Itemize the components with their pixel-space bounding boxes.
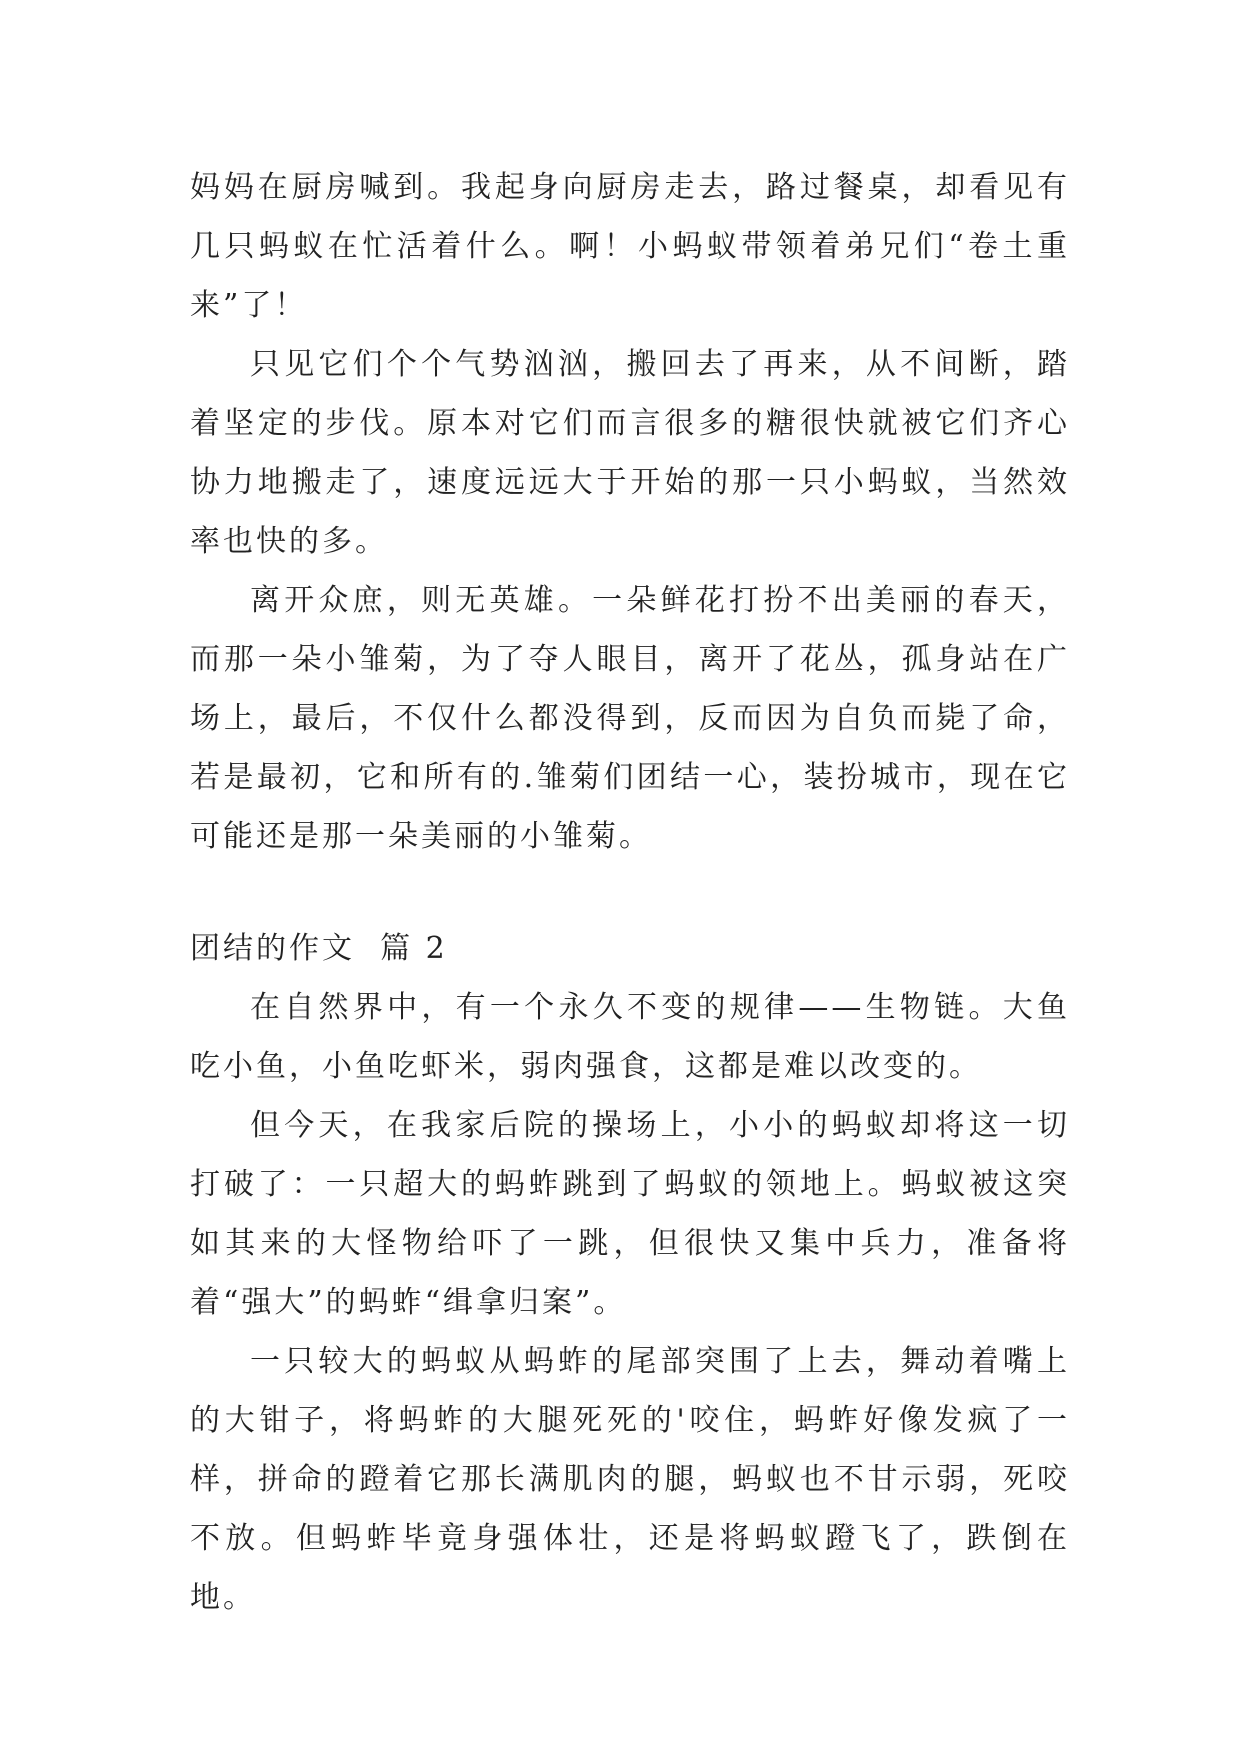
paragraph: 一只较大的蚂蚁从蚂蚱的尾部突围了上去，舞动着嘴上的大钳子，将蚂蚱的大腿死死的'咬住，蚂蚱好像发疯了一样，拼命的蹬着它那长满肌肉的腿，蚂蚁也不甘示弱，死咬不放。但蚂蚱毕竟身强体壮，还是将蚂蚁蹬飞了，跌倒在地。 xyxy=(190,1344,1070,1615)
document-body xyxy=(190,158,1070,1627)
section-title: 团结的作文 篇 2 xyxy=(190,931,448,966)
paragraph: 离开众庶，则无英雄。一朵鲜花打扮不出美丽的春天，而那一朵小雏菊，为了夺人眼目，离开了花丛，孤身站在广场上，最后，不仅什么都没得到，反而因为自负而毙了命，若是最初，它和所有的.雏菊们团结一心，装扮城市，现在它可能还是那一朵美丽的小雏菊。 xyxy=(190,583,1070,854)
paragraph: 在自然界中，有一个永久不变的规律——生物链。大鱼吃小鱼，小鱼吃虾米，弱肉强食，这都是难以改变的。 xyxy=(190,990,1070,1084)
paragraph: 只见它们个个气势汹汹，搬回去了再来，从不间断，踏着坚定的步伐。原本对它们而言很多的糖很快就被它们齐心协力地搬走了，速度远远大于开始的那一只小蚂蚁，当然效率也快的多。 xyxy=(190,347,1070,559)
paragraph: 但今天，在我家后院的操场上，小小的蚂蚁却将这一切打破了：一只超大的蚂蚱跳到了蚂蚁的领地上。蚂蚁被这突如其来的大怪物给吓了一跳，但很快又集中兵力，准备将着“强大”的蚂蚱“缉拿归案”。 xyxy=(190,1108,1070,1320)
paragraph-continued: 妈妈在厨房喊到。我起身向厨房走去，路过餐桌，却看见有几只蚂蚁在忙活着什么。啊！小蚂蚁带领着弟兄们“卷土重来”了！ xyxy=(190,170,1070,323)
